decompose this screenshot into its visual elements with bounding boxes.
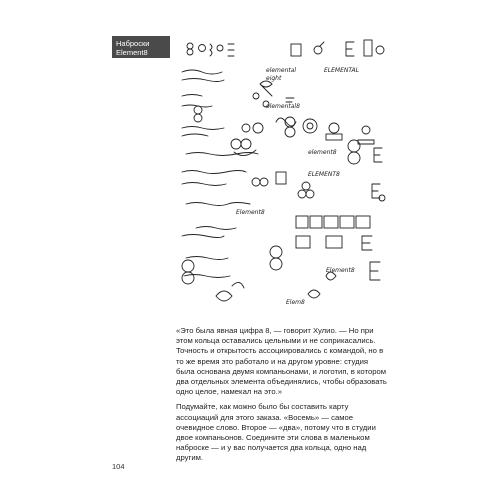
body-text [176, 326, 388, 469]
sketch-word-2: eight [266, 75, 282, 82]
logo-sketches-image [176, 36, 388, 314]
sketch-word-5: Element8 [236, 209, 265, 216]
caption-subtitle: Element8 [116, 48, 148, 57]
sketch-word-3: ELEMENTAL [324, 67, 359, 74]
section-caption-box [112, 36, 170, 58]
sketch-word-4: elemental8 [266, 103, 300, 110]
sketch-word-6: ELEMENT8 [308, 171, 340, 178]
sketch-word-1: elemental [266, 67, 297, 74]
caption-title: Наброски [116, 39, 150, 48]
quote-paragraph: «Это была явная цифра 8, — говорит Хулио. — Но при этом кольца оставались цельными и не соприкасались. Точность и открытость ассоциировались с командой, но в то же время это работало и на другом уровне: студия была основана двумя компаньонами, и логотип, в котором два отдельных элемента объединялись, чтобы образовать одно целое, намекал на это.» [176, 326, 387, 397]
sketch-word-9: Elem8 [286, 299, 305, 306]
sketch-word-7: Element8 [326, 267, 355, 274]
sketch-drawing [176, 36, 388, 314]
advice-paragraph: Подумайте, как можно было бы составить карту ассоциаций для этого заказа. «Восемь» — самое очевидное слово. Второе — «два», потому что в студии двое компаньонов. Соедините эти слова в маленьком наброске — и у вас получается два кольца, одно над другим. [176, 402, 376, 463]
sketch-word-8: element8 [308, 149, 337, 156]
page-number: 104 [112, 462, 125, 471]
